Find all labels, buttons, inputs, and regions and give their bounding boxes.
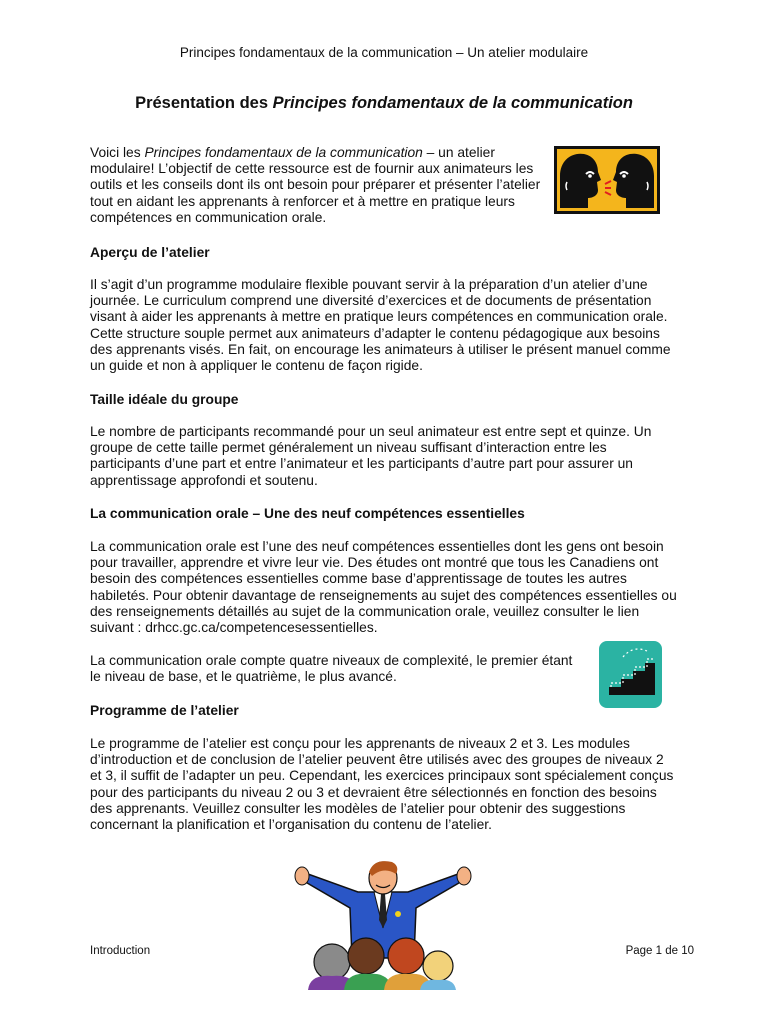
intro-line1-em: Principes fondamentaux de la communication xyxy=(144,145,423,160)
communication-line: suivant : drhcc.gc.ca/competencesessentielles. xyxy=(90,620,378,636)
intro-line1-post: – un atelier xyxy=(422,145,495,160)
intro-line1-pre: Voici les xyxy=(90,145,145,160)
intro-line: outils et les conseils dont ils ont besoin pour préparer et présenter l’atelier xyxy=(90,177,541,193)
intro-paragraph xyxy=(90,145,550,226)
taille-line: Le nombre de participants recommandé pour un seul animateur est entre sept et quinze. Un xyxy=(90,424,652,439)
communication-line: La communication orale est l’une des neuf compétences essentielles dont les gens ont besoin xyxy=(90,539,664,554)
stairs-icon xyxy=(599,641,662,708)
levels-line: La communication orale compte quatre niveaux de complexité, le premier étant xyxy=(90,653,573,668)
communication-line: besoin des compétences essentielles comme base d’apprentissage de toutes les autres xyxy=(90,571,627,587)
apercu-line: Il s’agit d’un programme modulaire flexible pouvant servir à la préparation d’un atelier d’une xyxy=(90,277,648,292)
intro-line: modulaire! L’objectif de cette ressource est de fournir aux animateurs les xyxy=(90,161,534,177)
programme-line: d’introduction et de conclusion de l’atelier peuvent être utilisés avec des groupes de niveaux 2 xyxy=(90,752,664,768)
programme-paragraph xyxy=(90,736,710,833)
programme-line: concernant la planification et l’organisation du contenu de l’atelier. xyxy=(90,817,492,833)
levels-paragraph xyxy=(90,653,590,685)
communication-line: pour travailler, apprendre et vivre leur vie. Des études ont montré que tous les Canadiens ont xyxy=(90,555,659,571)
intro-line: tout en aidant les apprenants à renforcer et à mettre en pratique leurs xyxy=(90,193,515,209)
apercu-line: des apprenants visés. En fait, on encourage les animateurs à utiliser le présent manuel comme xyxy=(90,341,671,357)
taille-paragraph xyxy=(90,424,710,489)
communication-line: des renseignements détaillés au sujet de la communication orale, veuillez consulter le lien xyxy=(90,603,640,619)
section-heading-taille: Taille idéale du groupe xyxy=(90,392,239,407)
intro-line xyxy=(90,145,550,161)
apercu-paragraph xyxy=(90,277,710,374)
footer-section-name: Introduction xyxy=(90,945,151,957)
programme-line: pour des participants du niveau 2 ou 3 et devraient être sélectionnés en fonction des besoins xyxy=(90,784,657,800)
section-heading-programme: Programme de l’atelier xyxy=(90,703,239,718)
page-title xyxy=(0,93,768,113)
programme-line: et 3, il suffit de l’adapter un peu. Cependant, les exercices principaux sont spécialement conçus xyxy=(90,768,674,784)
apercu-line: Cette structure souple permet aux animateurs d’adapter le contenu pédagogique aux besoins xyxy=(90,325,660,341)
intro-line: compétences en communication orale. xyxy=(90,209,327,225)
title-emphasis: Principes fondamentaux de la communication xyxy=(272,94,633,112)
title-prefix: Présentation des xyxy=(135,94,273,112)
footer-page-number: Page 1 de 10 xyxy=(625,945,694,957)
apercu-line: journée. Le curriculum comprend une diversité d’exercices et de documents de présentation xyxy=(90,293,652,309)
taille-line: apprentissage approfondi et soutenu. xyxy=(90,472,318,488)
communication-paragraph xyxy=(90,539,710,636)
running-header: Principes fondamentaux de la communication – Un atelier modulaire xyxy=(179,45,589,60)
section-heading-apercu: Aperçu de l’atelier xyxy=(90,245,210,260)
programme-line: Le programme de l’atelier est conçu pour les apprenants de niveaux 2 et 3. Les modules xyxy=(90,736,630,751)
programme-line: des apprenants. Veuillez consulter les modèles de l’atelier pour obtenir des suggestions xyxy=(90,800,626,816)
levels-line: le niveau de base, et le quatrième, le plus avancé. xyxy=(90,669,397,685)
section-heading-communication: La communication orale – Une des neuf compétences essentielles xyxy=(90,506,525,521)
apercu-line: visant à aider les apprenants à mettre en pratique leurs compétences en communication orale. xyxy=(90,309,668,325)
taille-line: groupe de cette taille permet généralement un niveau suffisant d’interaction entre les xyxy=(90,440,607,456)
apercu-line: un guide et non à appliquer le contenu de façon rigide. xyxy=(90,358,423,374)
taille-line: participants d’une part et entre l’animateur et les participants d’autre part pour assurer un xyxy=(90,456,633,472)
speaker-audience-icon xyxy=(288,858,478,990)
communication-line: habiletés. Pour obtenir davantage de renseignements au sujet des compétences essentielles ou xyxy=(90,587,677,603)
two-faces-talking-icon xyxy=(554,146,660,214)
